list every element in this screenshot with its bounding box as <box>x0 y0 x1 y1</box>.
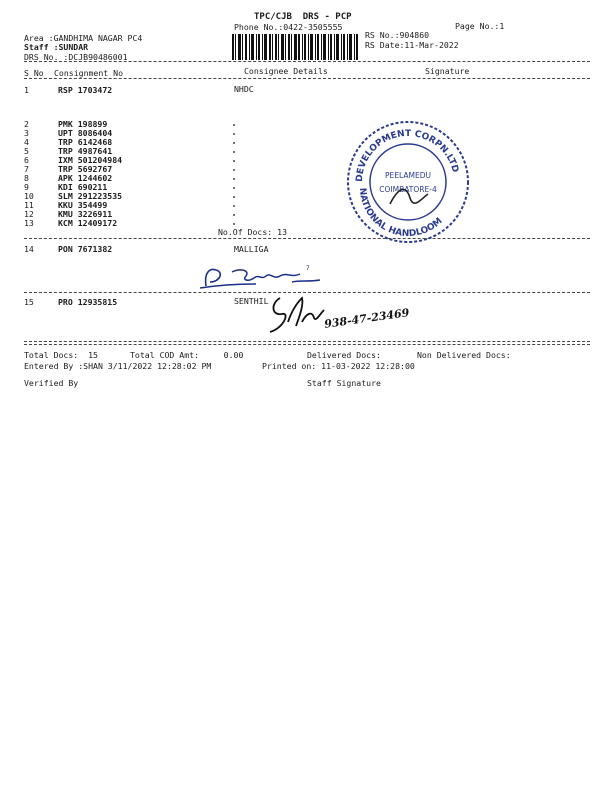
staff-label: Staff :SUNDAR <box>24 42 89 52</box>
col-signature: Signature <box>425 66 470 76</box>
placeholder-dot <box>233 169 235 171</box>
table-row-consignment: KMU 3226911 <box>58 209 113 219</box>
rs-number: RS No.:904860 <box>365 30 430 40</box>
row-consignee: SENTHIL <box>234 296 269 306</box>
row-sno: 1 <box>24 85 29 95</box>
placeholder-dot <box>233 151 235 153</box>
table-row-sno: 4 <box>24 137 29 147</box>
col-sno: S No <box>24 68 44 78</box>
stamp-center-line2: COIMBATORE-4 <box>379 185 437 194</box>
signature-row14 <box>196 262 336 292</box>
svg-text:NATIONAL HANDLOOM <box>357 187 445 239</box>
col-consignment: Consignment No <box>54 68 124 78</box>
table-row-consignment: SLM 291223535 <box>58 191 123 201</box>
stamp-center-line1: PEELAMEDU <box>385 171 431 180</box>
table-row-sno: 3 <box>24 128 29 138</box>
table-row-consignment: IXM 501204984 <box>58 155 123 165</box>
staff-signature-label: Staff Signature <box>307 378 381 388</box>
row-sno: 15 <box>24 297 34 307</box>
stamp-bottom-text: NATIONAL HANDLOOM <box>356 187 445 240</box>
table-row-sno: 2 <box>24 119 29 129</box>
placeholder-dot <box>233 223 235 225</box>
row-sno: 14 <box>24 244 34 254</box>
total-docs: Total Docs: 15 <box>24 350 98 360</box>
table-row-consignment: KCM 12409172 <box>58 218 118 228</box>
summary-rule-2 <box>24 344 590 345</box>
handwritten-phone-note: 938-47-23469 <box>323 306 411 331</box>
rs-date: RS Date:11-Mar-2022 <box>365 40 459 50</box>
header-rule-bottom <box>24 78 590 79</box>
placeholder-dot <box>233 133 235 135</box>
area-label: Area :GANDHIMA NAGAR PC4 <box>24 33 143 43</box>
stamp-top-text: DEVELOPMENT CORPN.LTD <box>354 128 460 183</box>
table-row-sno: 8 <box>24 173 29 183</box>
placeholder-dot <box>233 205 235 207</box>
table-row-sno: 7 <box>24 164 29 174</box>
row-consignee: MALLIGA <box>234 244 269 254</box>
table-row-consignment: TRP 6142468 <box>58 137 113 147</box>
barcode <box>232 34 358 60</box>
placeholder-dot <box>233 142 235 144</box>
group-rule <box>24 238 590 239</box>
phone-number: Phone No.:0422-3505555 <box>234 22 343 32</box>
delivered-docs: Delivered Docs: <box>307 350 381 360</box>
non-delivered-docs: Non Delivered Docs: <box>417 350 511 360</box>
placeholder-dot <box>233 124 235 126</box>
placeholder-dot <box>233 187 235 189</box>
table-row-consignment: TRP 4987641 <box>58 146 113 156</box>
table-row-sno: 12 <box>24 209 34 219</box>
table-row-sno: 11 <box>24 200 34 210</box>
placeholder-dot <box>233 214 235 216</box>
header-rule-top <box>24 61 590 62</box>
table-row-consignment: TRP 5692767 <box>58 164 113 174</box>
table-row-sno: 13 <box>24 218 34 228</box>
company-seal-stamp <box>344 118 472 246</box>
table-row-consignment: KKU 354499 <box>58 200 108 210</box>
row-consignment: PRO 12935815 <box>58 297 118 307</box>
signature-row15 <box>262 292 332 338</box>
placeholder-dot <box>233 178 235 180</box>
table-row-consignment: UPT 8086404 <box>58 128 113 138</box>
row-consignment: PON 7671382 <box>58 244 113 254</box>
docs-count: No.Of Docs: 13 <box>218 227 288 237</box>
row-consignee: NHDC <box>234 84 254 94</box>
total-cod-amount: Total COD Amt: 0.00 <box>130 350 244 360</box>
table-row-sno: 9 <box>24 182 29 192</box>
table-row-consignment: PMK 198899 <box>58 119 108 129</box>
page-number: Page No.:1 <box>455 21 505 31</box>
table-row-consignment: APK 1244602 <box>58 173 113 183</box>
table-row-sno: 6 <box>24 155 29 165</box>
row-consignment: RSP 1703472 <box>58 85 113 95</box>
placeholder-dot <box>233 196 235 198</box>
svg-text:7: 7 <box>306 265 310 272</box>
table-row-sno: 10 <box>24 191 34 201</box>
verified-by-label: Verified By <box>24 378 79 388</box>
placeholder-dot <box>233 160 235 162</box>
table-row-sno: 5 <box>24 146 29 156</box>
printed-on: Printed on: 11-03-2022 12:28:00 <box>262 361 415 371</box>
table-row-consignment: KDI 690211 <box>58 182 108 192</box>
col-consignee: Consignee Details <box>244 66 328 76</box>
entered-by: Entered By :SHAN 3/11/2022 12:28:02 PM <box>24 361 212 371</box>
document-title: TPC/CJB DRS - PCP <box>254 12 352 22</box>
summary-rule-1 <box>24 341 590 342</box>
drs-number: DRS No. :DCJB90486001 <box>24 52 128 62</box>
